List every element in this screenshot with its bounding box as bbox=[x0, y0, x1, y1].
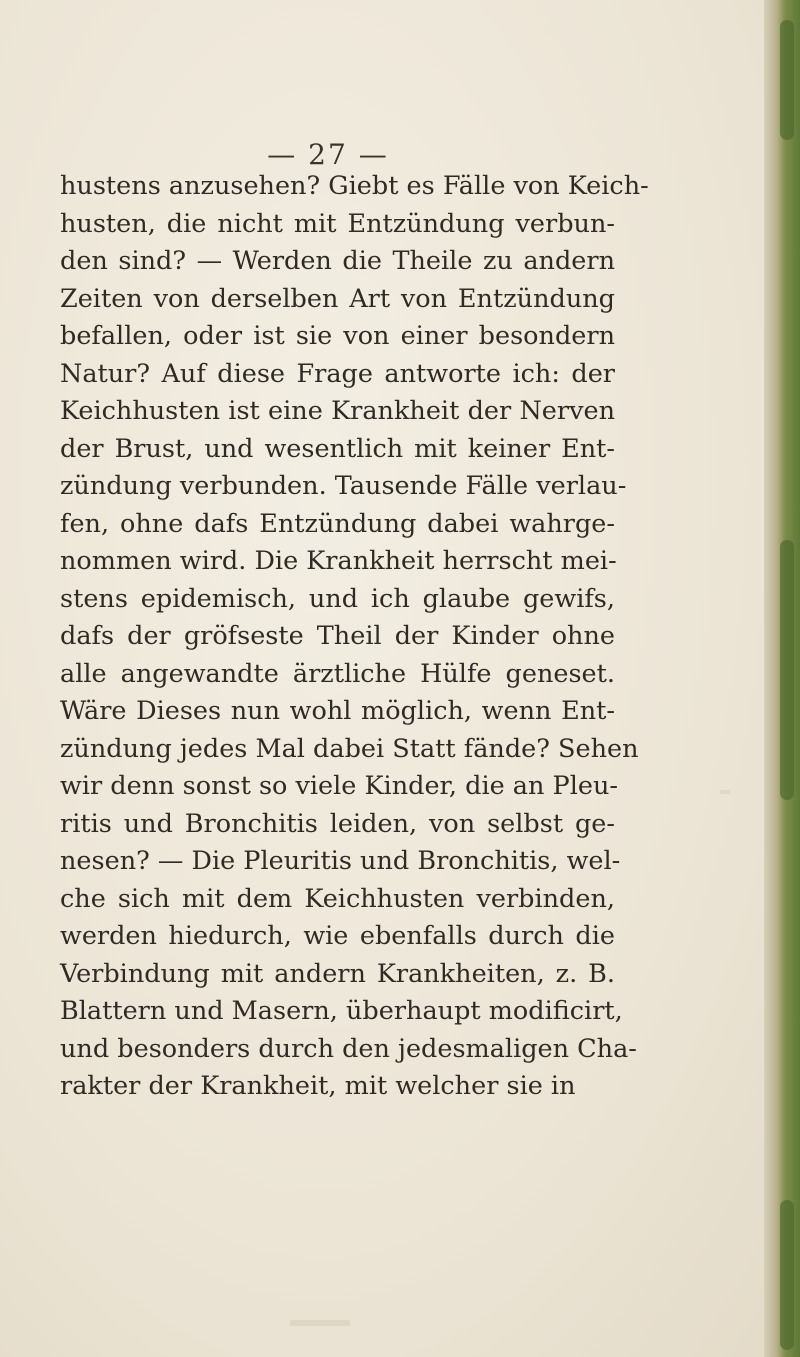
text-line: wir denn sonst so viele Kinder, die an Pleu- bbox=[60, 771, 618, 801]
text-line: ritis und Bronchitis leiden, von selbst ge- bbox=[60, 808, 615, 839]
text-line: den sind? — Werden die Theile zu andern bbox=[60, 246, 615, 276]
text-line: der Brust, und wesentlich mit keiner Ent- bbox=[60, 433, 615, 464]
paper-blemish bbox=[290, 1320, 350, 1326]
text-line: hustens anzusehen? Giebt es Fälle von Keich- bbox=[60, 171, 649, 201]
binding-shadow bbox=[780, 540, 794, 800]
page-number-header: — 27 — bbox=[267, 138, 389, 171]
paper-blemish bbox=[720, 790, 730, 794]
text-line: che sich mit dem Keichhusten verbinden, bbox=[60, 883, 615, 914]
text-line: zündung jedes Mal dabei Statt fände? Sehen bbox=[60, 733, 639, 764]
text-line: Blattern und Masern, überhaupt modificirt, bbox=[60, 996, 623, 1026]
text-line: stens epidemisch, und ich glaube gewifs, bbox=[60, 583, 615, 614]
text-line: befallen, oder ist sie von einer besondern bbox=[60, 321, 615, 351]
text-line: Keichhusten ist eine Krankheit der Nerven bbox=[60, 396, 615, 426]
text-line: fen, ohne dafs Entzündung dabei wahrge- bbox=[60, 508, 615, 539]
text-line: husten, die nicht mit Entzündung verbun- bbox=[60, 208, 615, 239]
text-line: Verbindung mit andern Krankheiten, z. B. bbox=[60, 958, 615, 989]
text-line: dafs der gröfseste Theil der Kinder ohne bbox=[60, 621, 615, 651]
body-text bbox=[60, 168, 649, 1106]
text-line: Wäre Dieses nun wohl möglich, wenn Ent- bbox=[60, 696, 615, 726]
binding-shadow bbox=[780, 20, 794, 140]
text-line: Zeiten von derselben Art von Entzündung bbox=[60, 283, 615, 314]
text-line: nommen wird. Die Krankheit herrscht mei- bbox=[60, 546, 617, 576]
text-line: Natur? Auf diese Frage antworte ich: der bbox=[60, 358, 615, 389]
binding-shadow bbox=[780, 1200, 794, 1350]
text-line: nesen? — Die Pleuritis und Bronchitis, wel- bbox=[60, 846, 621, 876]
book-binding-edge bbox=[764, 0, 800, 1357]
text-line: alle angewandte ärztliche Hülfe geneset. bbox=[60, 658, 615, 689]
text-line: und besonders durch den jedesmaligen Cha- bbox=[60, 1033, 637, 1064]
text-line: rakter der Krankheit, mit welcher sie in bbox=[60, 1071, 576, 1101]
text-line: werden hiedurch, wie ebenfalls durch die bbox=[60, 921, 615, 951]
text-line: zündung verbunden. Tausende Fälle verlau- bbox=[60, 471, 627, 501]
